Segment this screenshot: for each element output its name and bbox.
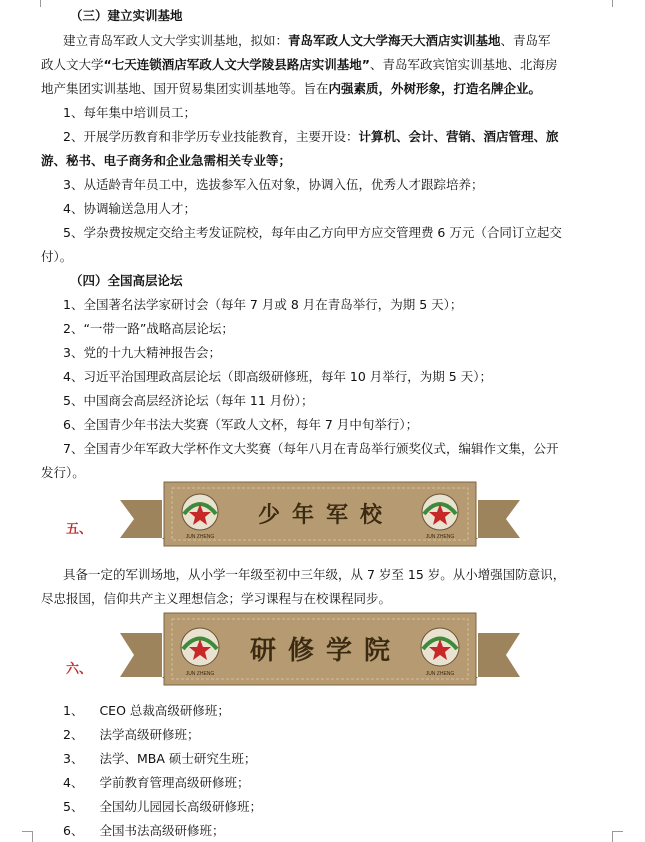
paragraph-line: 具备一定的军训场地，从小学一年级至初中三年级，从 7 岁至 15 岁。从小增强国防意识， xyxy=(63,567,566,582)
banner-title: 研修学院 xyxy=(249,636,403,666)
svg-text:JUN ZHENG: JUN ZHENG xyxy=(425,534,455,540)
list-item: 2、“一带一路”战略高层论坛； xyxy=(63,321,234,336)
list-item: 3、党的十九大精神报告会； xyxy=(63,345,221,360)
list-item: 4、 学前教育管理高级研修班； xyxy=(63,775,250,790)
list-item: 1、 CEO 总裁高级研修班； xyxy=(63,703,230,718)
list-item: 1、全国著名法学家研讨会（每年 7 月或 8 月在青岛举行，为期 5 天）； xyxy=(63,297,463,312)
page-corner-mark xyxy=(612,831,623,842)
page-corner-mark xyxy=(30,0,41,7)
section-number: 六、 xyxy=(66,662,93,677)
list-item: 5、 全国幼儿园园长高级研修班； xyxy=(63,799,262,814)
list-item: 2、 法学高级研修班； xyxy=(63,727,200,742)
list-item: 6、全国青少年书法大奖赛（军政人文杯，每年 7 月中旬举行）； xyxy=(63,417,419,432)
list-item: 5、学杂费按规定交给主考发证院校，每年由乙方向甲方应交管理费 6 万元（合同订立起交 xyxy=(63,225,562,240)
list-item-continuation: 游、秘书、电子商务和企业急需相关专业等； xyxy=(41,153,292,168)
section-heading: （四）全国高层论坛 xyxy=(70,273,183,288)
list-item: 5、中国商会高层经济论坛（每年 11 月份）； xyxy=(63,393,314,408)
list-item: 2、开展学历教育和非学历专业技能教育，主要开设：计算机、会计、营销、酒店管理、旅 xyxy=(63,129,559,144)
svg-text:JUN ZHENG: JUN ZHENG xyxy=(185,534,215,540)
paragraph-line: 建立青岛军政人文大学实训基地，拟如：青岛军政人文大学海天大酒店实训基地、青岛军 xyxy=(63,33,551,48)
list-item-continuation: 发行）。 xyxy=(41,465,85,480)
list-item: 4、习近平治国理政高层论坛（即高级研修班，每年 10 月举行，为期 5 天）； xyxy=(63,369,492,384)
list-item: 7、全国青少年军政大学杯作文大奖赛（每年八月在青岛举行颁奖仪式，编辑作文集，公开 xyxy=(63,441,559,456)
page-corner-mark xyxy=(22,831,33,842)
banner-yanxiu-xueyuan xyxy=(120,603,520,699)
list-item: 6、 全国书法高级研修班； xyxy=(63,823,225,838)
section-number: 五、 xyxy=(66,522,93,537)
paragraph-line: 地产集团实训基地、国开贸易集团实训基地等。旨在内强素质，外树形象，打造名牌企业。 xyxy=(41,81,542,96)
list-item: 3、从适龄青年员工中，选拔参军入伍对象，协调入伍，优秀人才跟踪培养； xyxy=(63,177,484,192)
page-corner-mark xyxy=(612,0,623,7)
list-item: 1、每年集中培训员工； xyxy=(63,105,196,120)
banner-shaolian-junxiao xyxy=(120,474,520,562)
svg-text:JUN ZHENG: JUN ZHENG xyxy=(425,671,455,677)
svg-text:JUN ZHENG: JUN ZHENG xyxy=(185,671,215,677)
logo-emblem-left xyxy=(182,494,218,540)
paragraph-line: 尽忠报国，信仰共产主义理想信念；学习课程与在校课程同步。 xyxy=(41,591,392,606)
paragraph-line: 政人文大学“七天连锁酒店军政人文大学陵县路店实训基地”、青岛军政宾馆实训基地、北海房 xyxy=(41,57,558,72)
list-item: 3、 法学、MBA 硕士研究生班； xyxy=(63,751,257,766)
logo-emblem-right xyxy=(422,494,458,540)
list-item: 4、协调输送急用人才； xyxy=(63,201,196,216)
section-heading: （三）建立实训基地 xyxy=(70,8,183,23)
banner-title: 少年军校 xyxy=(257,502,395,528)
list-item-continuation: 付）。 xyxy=(41,249,73,264)
